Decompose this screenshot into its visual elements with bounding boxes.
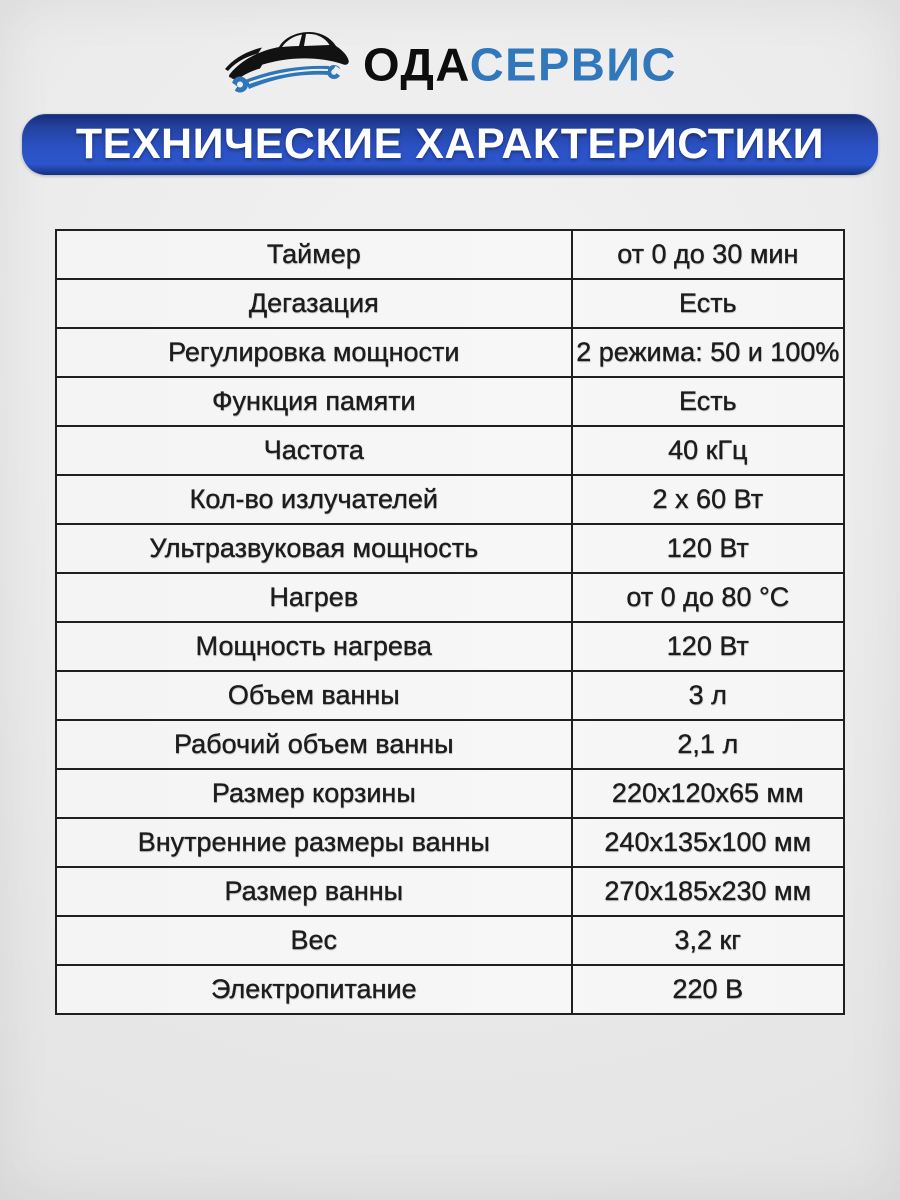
brand-name-black: ОДА xyxy=(362,38,470,90)
spec-value: 220х120х65 мм xyxy=(611,778,804,808)
spec-value: от 0 до 30 мин xyxy=(617,239,799,269)
spec-label: Нагрев xyxy=(57,574,573,621)
table-row xyxy=(57,915,843,964)
spec-value: 120 Вт xyxy=(666,631,749,661)
table-row xyxy=(57,425,843,474)
brand-wordmark xyxy=(362,38,677,90)
table-row xyxy=(57,670,843,719)
brand-logo xyxy=(0,22,900,106)
spec-value: 270х185х230 мм xyxy=(604,876,812,906)
spec-label: Внутренние размеры ванны xyxy=(57,819,573,866)
table-row xyxy=(57,231,843,278)
table-row xyxy=(57,376,843,425)
spec-label: Регулировка мощности xyxy=(57,329,573,376)
spec-label: Рабочий объем ванны xyxy=(57,721,573,768)
spec-value: 40 кГц xyxy=(668,435,748,465)
spec-label: Таймер xyxy=(57,231,573,278)
spec-label: Размер ванны xyxy=(57,868,573,915)
spec-label: Частота xyxy=(57,427,573,474)
spec-value: 120 Вт xyxy=(666,533,749,563)
spec-label: Кол-во излучателей xyxy=(57,476,573,523)
spec-value: 2,1 л xyxy=(677,729,739,759)
spec-label: Электропитание xyxy=(57,966,573,1013)
table-row xyxy=(57,719,843,768)
table-row xyxy=(57,964,843,1013)
spec-value: от 0 до 80 °С xyxy=(626,582,790,612)
spec-label: Функция памяти xyxy=(57,378,573,425)
table-row xyxy=(57,817,843,866)
spec-label: Размер корзины xyxy=(57,770,573,817)
spec-value: 3 л xyxy=(688,680,727,710)
spec-value: 220 В xyxy=(672,974,744,1004)
table-row xyxy=(57,327,843,376)
table-row xyxy=(57,278,843,327)
spec-label: Мощность нагрева xyxy=(57,623,573,670)
spec-table xyxy=(55,229,845,1015)
table-row xyxy=(57,523,843,572)
spec-value: 2 режима: 50 и 100% xyxy=(576,337,840,367)
table-row xyxy=(57,474,843,523)
spec-label: Вес xyxy=(57,917,573,964)
spec-value: 2 х 60 Вт xyxy=(652,484,764,514)
spec-label: Ультразвуковая мощность xyxy=(57,525,573,572)
spec-label: Дегазация xyxy=(57,280,573,327)
spec-value: 240х135х100 мм xyxy=(604,827,812,857)
table-row xyxy=(57,768,843,817)
brand-name-blue: СЕРВИС xyxy=(469,38,677,90)
spec-value: 3,2 кг xyxy=(674,925,742,955)
table-row xyxy=(57,866,843,915)
spec-value: Есть xyxy=(678,386,737,416)
section-title: ТЕХНИЧЕСКИЕ ХАРАКТЕРИСТИКИ xyxy=(75,120,825,168)
section-title-banner xyxy=(22,114,878,175)
car-wrench-icon xyxy=(223,25,351,103)
table-row xyxy=(57,572,843,621)
spec-label: Объем ванны xyxy=(57,672,573,719)
spec-value: Есть xyxy=(678,288,737,318)
table-row xyxy=(57,621,843,670)
